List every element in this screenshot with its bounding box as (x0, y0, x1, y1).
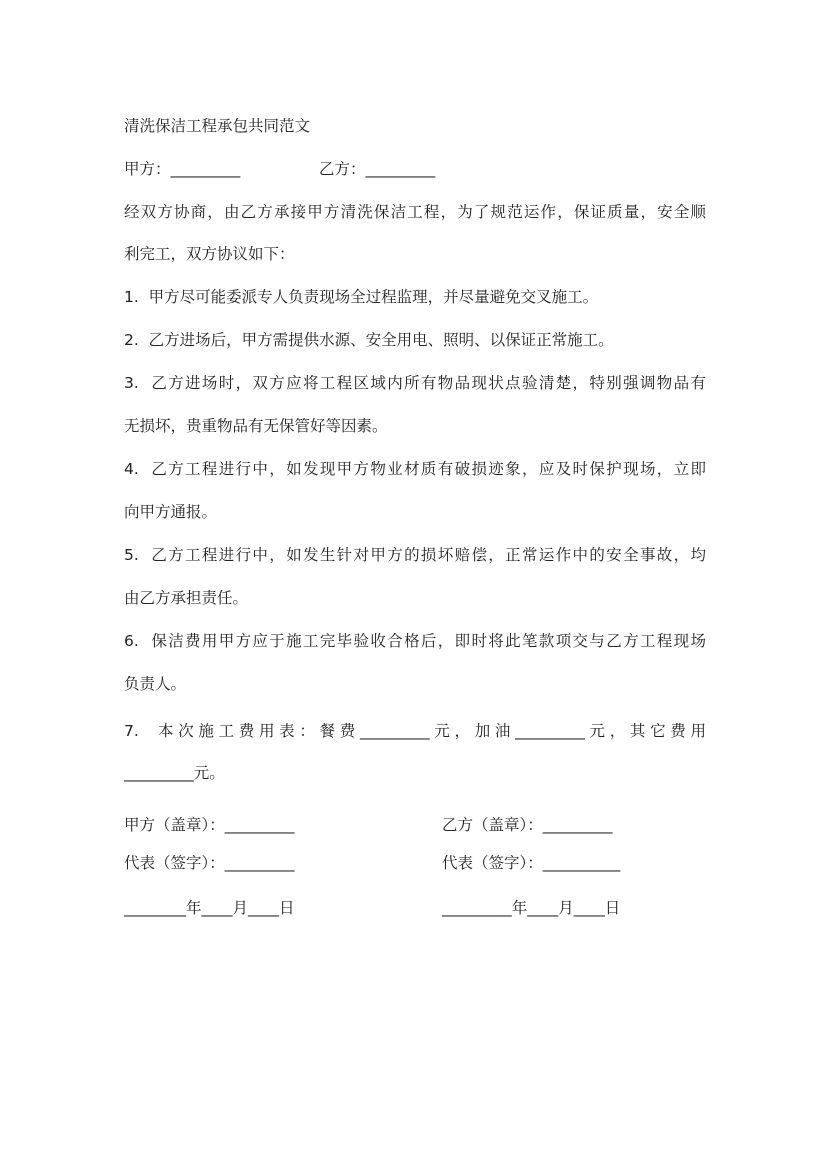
clause-7-line-1: 7. 本次施工费用表：餐费_________元，加油_________元，其它费用 (124, 722, 706, 740)
clause-6-line-2: 负责人。 (124, 675, 187, 693)
document-title: 清洗保洁工程承包共同范文 (124, 117, 311, 135)
intro-line-1: 经双方协商，由乙方承接甲方清洗保洁工程，为了规范运作，保证质量，安全顺 (124, 203, 706, 221)
party-b-representative: 代表（签字）：__________ (442, 854, 621, 872)
clause-1: 1. 甲方尽可能委派专人负责现场全过程监理，并尽量避免交叉施工。 (124, 288, 599, 306)
clause-4-line-1: 4. 乙方工程进行中，如发现甲方物业材质有破损迹象，应及时保护现场，立即 (124, 460, 706, 478)
clause-3-line-2: 无损坏，贵重物品有无保管好等因素。 (124, 417, 388, 435)
intro-line-2: 利完工，双方协议如下： (124, 245, 295, 263)
party-b-date: _________年____月____日 (442, 899, 621, 917)
clause-4-line-2: 向甲方通报。 (124, 503, 218, 521)
party-b-seal: 乙方（盖章）：_________ (442, 816, 613, 834)
clause-5-line-1: 5. 乙方工程进行中，如发生针对甲方的损坏赔偿，正常运作中的安全事故，均 (124, 546, 706, 564)
party-b-field: 乙方：_________ (319, 160, 436, 178)
party-a-seal: 甲方（盖章）：_________ (124, 816, 295, 834)
clause-5-line-2: 由乙方承担责任。 (124, 589, 249, 607)
clause-3-line-1: 3. 乙方进场时，双方应将工程区域内所有物品现状点验清楚，特别强调物品有 (124, 374, 706, 392)
clause-7-line-2: _________元。 (124, 764, 225, 782)
party-a-date: ________年____月____日 (124, 899, 295, 917)
party-a-field: 甲方：_________ (124, 160, 241, 178)
party-a-representative: 代表（签字）：_________ (124, 854, 295, 872)
clause-6-line-1: 6. 保洁费用甲方应于施工完毕验收合格后，即时将此笔款项交与乙方工程现场 (124, 632, 706, 650)
clause-2: 2. 乙方进场后，甲方需提供水源、安全用电、照明、以保证正常施工。 (124, 331, 614, 349)
